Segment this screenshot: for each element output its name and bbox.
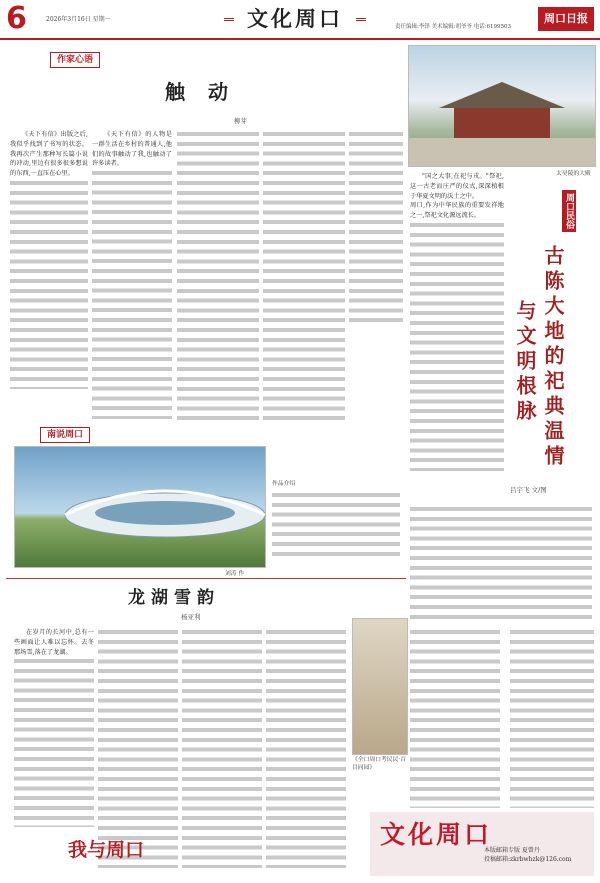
essay3-column-2 [410,505,592,623]
essay3-title-line-1: 古陈大地的祀典温情 [541,245,565,470]
essay1-column-3 [177,130,259,420]
column-tag-zhoukou-folk: 周口民俗 [562,190,576,232]
essay2-column-1 [14,628,94,838]
column-badge-nanxiang: 南说周口 [40,427,90,443]
essay3-title-line-2: 与文明根脉 [513,300,537,425]
header-rule [0,38,600,40]
essay1-paragraph-1: 《天下有信》出版之后,我似乎找到了书写的状态。我再次产生那种写长篇小说的冲动,里边有很多很多想说的东西,一直压在心里。 [10,131,88,178]
essay1-column-1 [10,130,88,420]
stadium-photo [14,446,266,568]
essay3-author: 吕宇飞 文/图 [510,486,547,494]
temple-photo [408,45,596,167]
essay2-column-4 [266,628,346,868]
photo1-author: 刘涛 作 [225,571,245,577]
newspaper-logo: 周口日报 [538,7,594,31]
essay3-paragraph-2: 周口,作为中华民族的重要发祥地之一,祭祀文化源远流长。 [410,202,504,220]
photo2-caption: 太昊陵的大殿 [556,171,591,177]
column-badge-author-notes: 作家心语 [50,52,100,68]
book-photo [352,618,408,755]
essay1-column-2 [92,130,172,420]
essay1-column-5 [349,130,403,325]
essay3-column-3 [410,628,500,808]
essay2-column-3 [182,628,262,868]
essay2-column-2 [98,628,178,868]
essay-title-longhu: 龙湖雪韵 [128,588,220,608]
essay1-paragraph-2: 《天下有信》的人物是一群生活在乡村的普通人,他们的故事触动了我,也触动了许多读者。 [92,131,172,168]
footer-logo: 文化周口 [380,820,493,849]
footer-info: 本版邮箱专版 夏曾丹 投稿邮箱:zkrbwhzk@126.com [484,847,572,863]
essay2-author: 杨亚利 [181,613,201,621]
photo1-caption: 作品介绍 [272,480,400,561]
essay3-paragraph-1: "国之大事,在祀与戎。"祭祀,这一古老而庄严的仪式,深深植根于华夏文明的沃土之中。 [410,173,504,200]
section-title: 文化周口 [230,2,360,36]
issue-date: 2026年3月16日 星期一 [46,16,111,23]
temple-illustration [409,46,595,166]
photo3-caption: 《全口周口考民民·百目同园》 [352,757,407,771]
essay-author: 柳芽 [234,117,247,125]
essay2-paragraph-1: 在岁月的长河中,总有一些画面让人难以忘怀。去冬那场雪,落在了龙湖。 [14,629,94,656]
essay3-column-1 [410,172,504,502]
page-number: 6 [6,1,27,36]
divider [6,578,406,579]
column-badge-wo-yu-zhoukou: 我与周口 [68,839,145,861]
essay1-column-4 [263,130,345,420]
stadium-illustration [15,447,265,567]
essay3-column-4 [510,628,594,808]
essay-title-chudong: 触 动 [165,80,236,104]
editor-line: 责任编辑:李铎 美术编辑:胡爷爷 电话:6199503 [395,24,512,30]
